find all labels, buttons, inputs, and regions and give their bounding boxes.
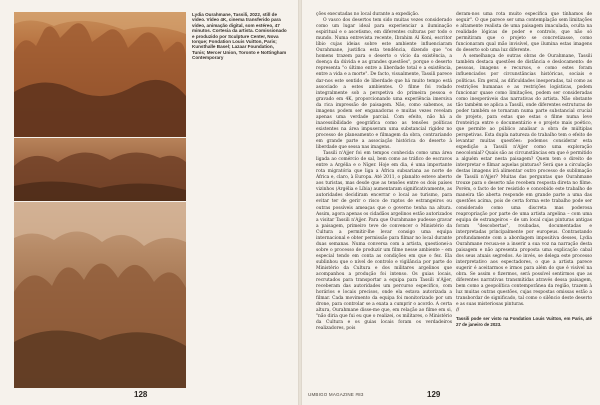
paragraph: O vasco dos desertos tem sido muitas vezes considerado como um lugar ideal para experienciar a iluminação espiritual e o ascetismo, em diferentes culturas por todo o mundo. Numa entrevista recente, Ibrahim Al Koni, escritor líbio cujas ideias sobre este ambiente influenciaram Ourahmane, justifica esta tendência, dizendo que "os homens trazem para o deserto o vício da existência, a doença da dúvida e as grandes questões", porque o deserto representa "o último entre a liberdade total e a existência, entre a vida e a morte". De facto, visualmente, Tassili parece dar-nos este sentido de liberdade que há muito tempo está associado a estes ambientes. O filme foi rodado integralmente sob a perspetiva do primeira pessoa e gravado em 4K, proporcionando uma experiência imersiva da rica impressão de paisagem. Não, como sabemos, as imagens podem ser enganadoras e muitas vezes revelam apenas uma verdade parcial. Com efeito, não há a inacessibilidade geográfica como as tensões políticas existentes na área impuseram uma substancial rigidez no processo de planeamento e filmagem da obra, contrariando em grande parte a associação histórica do deserto à liberdade que sessa nas imagens. — [316, 18, 452, 151]
rock-formation-photo-bottom — [14, 202, 186, 388]
page-number-right: 129 — [427, 390, 441, 399]
paragraph: A semelhança de outras obras de Ourahmane, Tassili também destaca questões de distância e deslocamento: de pessoas, imagens e recursos, e como estes foram influenciados por circunstâncias históricas, sociais e políticas. Em geral, as dificuldades inesperadas, tal como as restrições humanas e as restrições logísticas, podem funcionar quase como limitações, podem ser consideradas como inesperáveis das narrativas do artista. Não obstante tão também se aplica a Tassili, onde diferentes estruturas de poder também se tornaram numa parte substancial crucial do projeto, para estas que estas o filme numa leve fronteiriça entre o documentário e o projeto mais poético, que permite ao público analisar a obra de múltiplas perspetivas. Esta dupla natureza do trabalho tem o efeito de levantar muitas questões: podemos considerar esta expedição a Tassili n'Ajjer como uma exploração neocolonial? Quais são as circunstâncias em que é permitido a alguém estar nesta paisagem? Quem tem o direito de interpretar e filmar aquelas pinturas? Será que a circulação destas imagens irá alimentar outro processo de sublimação de Tassili n'Ajjer? Muitas das perguntas que Ourahmane trouxe para o deserto não recebem resposta direta no filme. Porém, o facto de ter resistido e concebido este trabalho de maneira tão aberta responde em grande parte a uma das questões acima, pois de certa forma este trabalho pode ser considerado como uma discreta mas poderosa reapropriação por parte de uma artista argelina – com uma equipa de estrangeiros – de um local cujas pinturas antigas foram "descobertas", roubadas, documentadas e interpretadas principalmente por europeus. Contrastando profundamente com a abordagem impositiva desses, Lydia Ourahmane recusa-se a inserir a sua voz na narração desta paisagem e não apresenta proposta uma explicação cabal dos seus atuais segredos. Ao invés, se delega este processo interpretativo aos espectadores, o que a artista parece sugerir é aceitarmos e irmos para além do que é visível na obra. Se assim o fizermos, será possível sentirmos que as diferentes narrativas transmitidas através dessa paisagem, bem como a geopolítica contemporânea da região, trazem à luz muitas outras questões, cujas respostas omissas estão a transbordar de significado, tal como o silêncio deste deserto e as suas misteriosas pinturas. — [456, 54, 592, 308]
rock-formation-photo-middle — [14, 138, 186, 201]
right-page — [302, 0, 600, 405]
exhibition-note: Tassili pode ser visto na Fondation Louis Vuitton, em Paris, até 27 de janeiro de 2023. — [456, 316, 592, 328]
paragraph: deram-nos uma rota muito específica que tínhamos de seguir". O que parece ser uma contemplação sem limitações e altamente realista de uma paisagem imaculada, oculta na realidade lógicas de poder e controlo, que não só permitiram que o projeto se concretizasse, como funcionaram qual mão invisível, que ilumina estas imagens do deserto sob uma luz diferente. — [456, 12, 592, 54]
text-column-1 — [316, 12, 452, 332]
rock-formation-illustration-bottom — [14, 202, 186, 388]
left-page — [0, 0, 298, 405]
text-column-2 — [456, 12, 592, 328]
image-caption: Lydia Ourahmane, Tassili, 2022, still de vídeo. Vídeo 4K, cinema transferido para vídeo, animação digital, som estéreo, 47 minutos. Cortesia da artista. Comissionado e produzido por Sculpture Center, Nova Iorque; Fondation Louis Vuitton, Paris; Kunsthalle Basel; Lazaar Foundation, Tunis; Mercer Union, Toronto e Nottingham Contemporary — [192, 12, 287, 61]
paragraph: ções executadas no local durante a expedição. — [316, 12, 420, 17]
page-number-left: 128 — [134, 390, 148, 399]
rock-formation-illustration — [14, 12, 186, 137]
end-mark: // — [456, 308, 460, 314]
rock-formation-photo-top — [14, 12, 186, 137]
magazine-footer: UMBIGO MAGAZINE #83 — [308, 392, 364, 397]
paragraph: Tassili n'Ajjer foi em tempos conhecida como uma área ligada ao comércio de sal, bem como ao tráfico de escravos entre a Argélia e o Níger. Hoje em dia, é uma importante rota migratória que liga a África subsariana ao norte de África e, claro, à Europa. Até 2011, o planalto esteve aberto aos turistas, mas desde que as tensões entre os dois países vizinhos (Argélia e Líbia) aumentaram significativamente, as autoridades decidiram encerrar o local ao turismo, para evitar ter de gerir o risco de raptos de estrangeiros ou outras possíveis ameaças que o governo tenha na altura. Assim, agora apenas os cidadãos argelinos estão autorizados a visitar Tassili n'Ajjer. Para que Ourahmane pudesse gravar a paisagem, primeiro teve de convencer o Ministério da Cultura a permitir-lhe levar consigo uma equipa internacional e obter permissão para filmar no local durante duas semanas. Numa conversa com a artista, questionei-a sobre o processo de produzir um filme nesse ambiente – em especial tendo em conta as condições em que o fez. Ela sublinhou que o nível de controlo e vigilância por parte do Ministério da Cultura e dos militares argelinos que acompanhou a produção foi intenso. Os guias locais, recrutados para transportar a equipa para Tassili n'Ajjer, receberam das autoridades um percurso específico, com horários e locais precisos, onde ela estava autorizada a filmar. Cada movimento da equipa foi monitorizado por um drone, para controlar se a exata a cumprir o acordo. A certa altura, Ourahmane disse-me que, em relação ao filme em si, "não diria que fui eu que o realizei, os militares, o Ministério da Cultura e os guias locais foram os verdadeiros realizadores, pois — [316, 151, 452, 332]
rock-formation-illustration-mid — [14, 138, 186, 201]
